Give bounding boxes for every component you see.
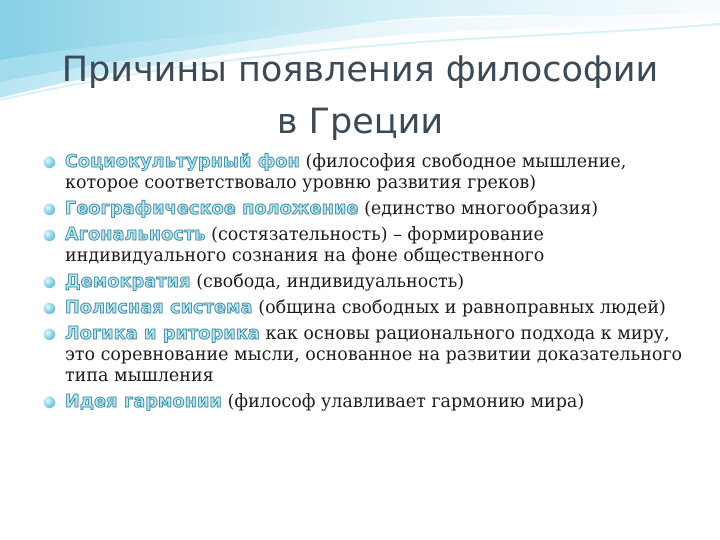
title-line-1: Причины появления философии [61, 50, 659, 90]
list-item [44, 199, 694, 220]
item-term: Географическое положение [65, 199, 359, 219]
title-line-2: в Греции [276, 102, 444, 142]
bullet-icon [44, 204, 55, 215]
item-text: (единство многообразия) [358, 199, 599, 219]
item-term: Демократия [65, 272, 191, 292]
item-text: (состязательность) – формирование индивидуального сознания на фоне общественного [65, 225, 545, 266]
list-item [44, 225, 694, 267]
list-item [44, 298, 694, 319]
item-term: Агональность [65, 225, 206, 245]
bullet-icon [44, 157, 55, 168]
item-term: Логика и риторика [65, 324, 260, 344]
slide-title [0, 44, 720, 148]
item-text: как основы рационального подхода к миру, это соревнование мысли, основанное на развитии доказательного типа мышления [65, 324, 683, 386]
list-item [44, 272, 694, 293]
bullet-icon [44, 329, 55, 340]
list-item [44, 324, 694, 387]
item-text: (свобода, индивидуальность) [190, 272, 465, 292]
list-item [44, 152, 694, 194]
item-text: (философ улавливает гармонию мира) [222, 392, 585, 412]
item-text: (философия свободное мышление, которое соответствовало уровню развития греков) [65, 152, 627, 193]
list-item [44, 392, 694, 413]
reasons-list [44, 152, 694, 418]
bullet-icon [44, 277, 55, 288]
item-term: Идея гармонии [65, 392, 222, 412]
item-text: (община свободных и равноправных людей) [252, 298, 666, 318]
item-term: Полисная система [65, 298, 253, 318]
item-term: Социокультурный фон [65, 152, 300, 172]
bullet-icon [44, 303, 55, 314]
bullet-icon [44, 397, 55, 408]
bullet-icon [44, 230, 55, 241]
